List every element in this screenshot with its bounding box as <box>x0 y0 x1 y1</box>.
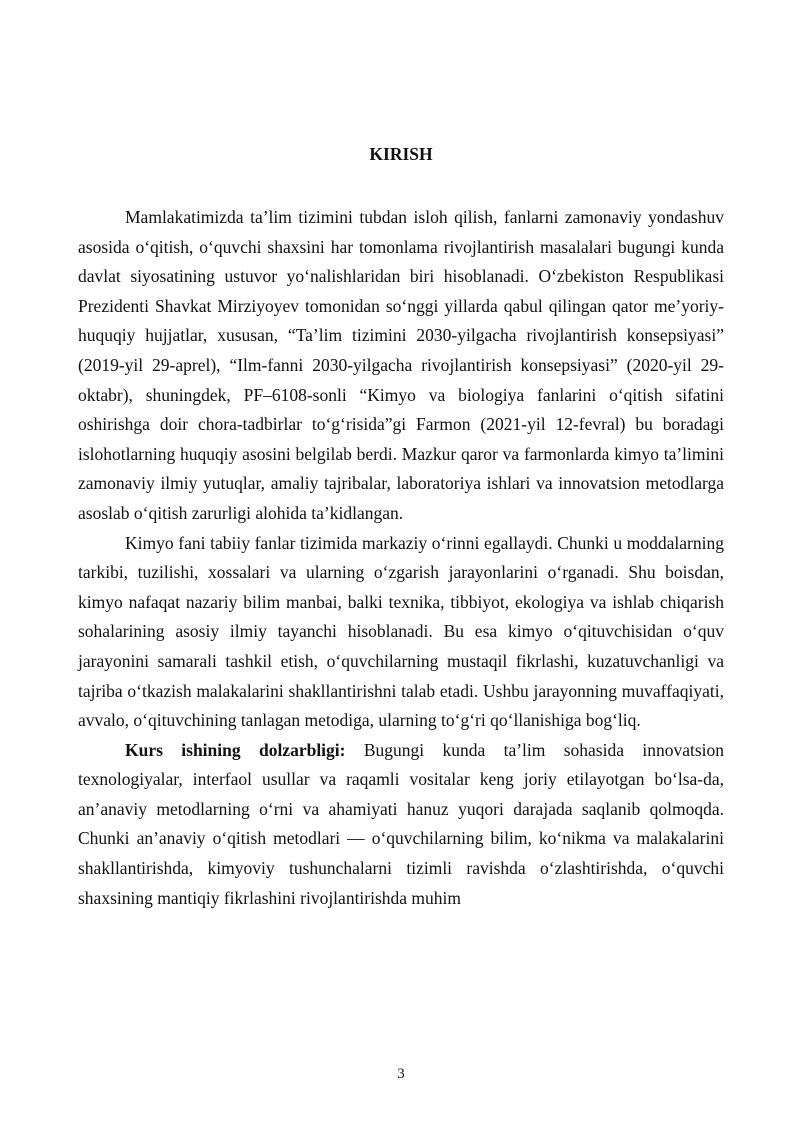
document-page <box>78 0 724 1131</box>
paragraph-introduction <box>78 203 724 529</box>
paragraph-lead: Kurs ishining dolzarbligi: <box>125 739 346 760</box>
page-number: 3 <box>397 1066 405 1082</box>
paragraph-text: Bugungi kunda ta’lim sohasida innovatsion texnologiyalar, interfaol usullar va raqamli vositalar keng joriy etilayotgan bo‘lsa-da, an’anaviy metodlarning o‘rni va ahamiyati hanuz yuqori darajada saqlanib qolmoqda. Chunki an’anaviy o‘qitish metodlari — o‘quvchilarning bilim, ko‘nikma va malakalarini shakllantirishda, kimyoviy tushunchalarni tizimli ravishda o‘zlashtirishda, o‘quvchi shaxsining mantiqiy fikrlashini rivojlantirishda muhim <box>78 739 725 908</box>
body-text <box>78 203 724 913</box>
paragraph-text: Mamlakatimizda ta’lim tizimini tubdan isloh qilish, fanlarni zamonaviy yondashuv asosida o‘qitish, o‘quvchi shaxsini har tomonlama rivojlantirish masalalari bugungi kunda davlat siyosatining ustuvor yo‘nalishlaridan biri hisoblanadi. O‘zbekiston Respublikasi Prezidenti Shavkat Mirziyoyev tomonidan so‘nggi yillarda qabul qilingan qator me’yoriy-huquqiy hujjatlar, xususan, “Ta’lim tizimini 2030-yilgacha rivojlantirish konsepsiyasi” (2019-yil 29-aprel), “Ilm-fanni 2030-yilgacha rivojlantirish konsepsiyasi” (2020-yil 29-oktabr), shuningdek, PF–6108-sonli “Kimyo va biologiya fanlarini o‘qitish sifatini oshirishga doir chora-tadbirlar to‘g‘risida”gi Farmon (2021-yil 12-fevral) bu boradagi islohotlarning huquqiy asosini belgilab berdi. Mazkur qaror va farmonlarda kimyo ta’limini zamonaviy ilmiy yutuqlar, amaliy tajribalar, laboratoriya ishlari va innovatsion metodlarga asoslab o‘qitish zarurligi alohida ta’kidlangan. <box>78 207 724 523</box>
paragraph-chemistry-role <box>78 529 724 736</box>
section-title: KIRISH <box>369 144 433 164</box>
paragraph-relevance <box>78 736 724 914</box>
paragraph-text: Kimyo fani tabiiy fanlar tizimida markaziy o‘rinni egallaydi. Chunki u moddalarning tarkibi, tuzilishi, xossalari va ularning o‘zgarish jarayonlarini o‘rganadi. Shu boisdan, kimyo nafaqat nazariy bilim manbai, balki texnika, tibbiyot, ekologiya va ishlab chiqarish sohalarining asosiy ilmiy tayanchi hisoblanadi. Bu esa kimyo o‘qituvchisidan o‘quv jarayonini samarali tashkil etish, o‘quvchilarning mustaqil fikrlashi, kuzatuvchanligi va tajriba o‘tkazish malakalarini shakllantirishni talab etadi. Ushbu jarayonning muvaffaqiyati, avvalo, o‘qituvchining tanlagan metodiga, ularning to‘g‘ri qo‘llanishiga bog‘liq. <box>78 532 724 731</box>
